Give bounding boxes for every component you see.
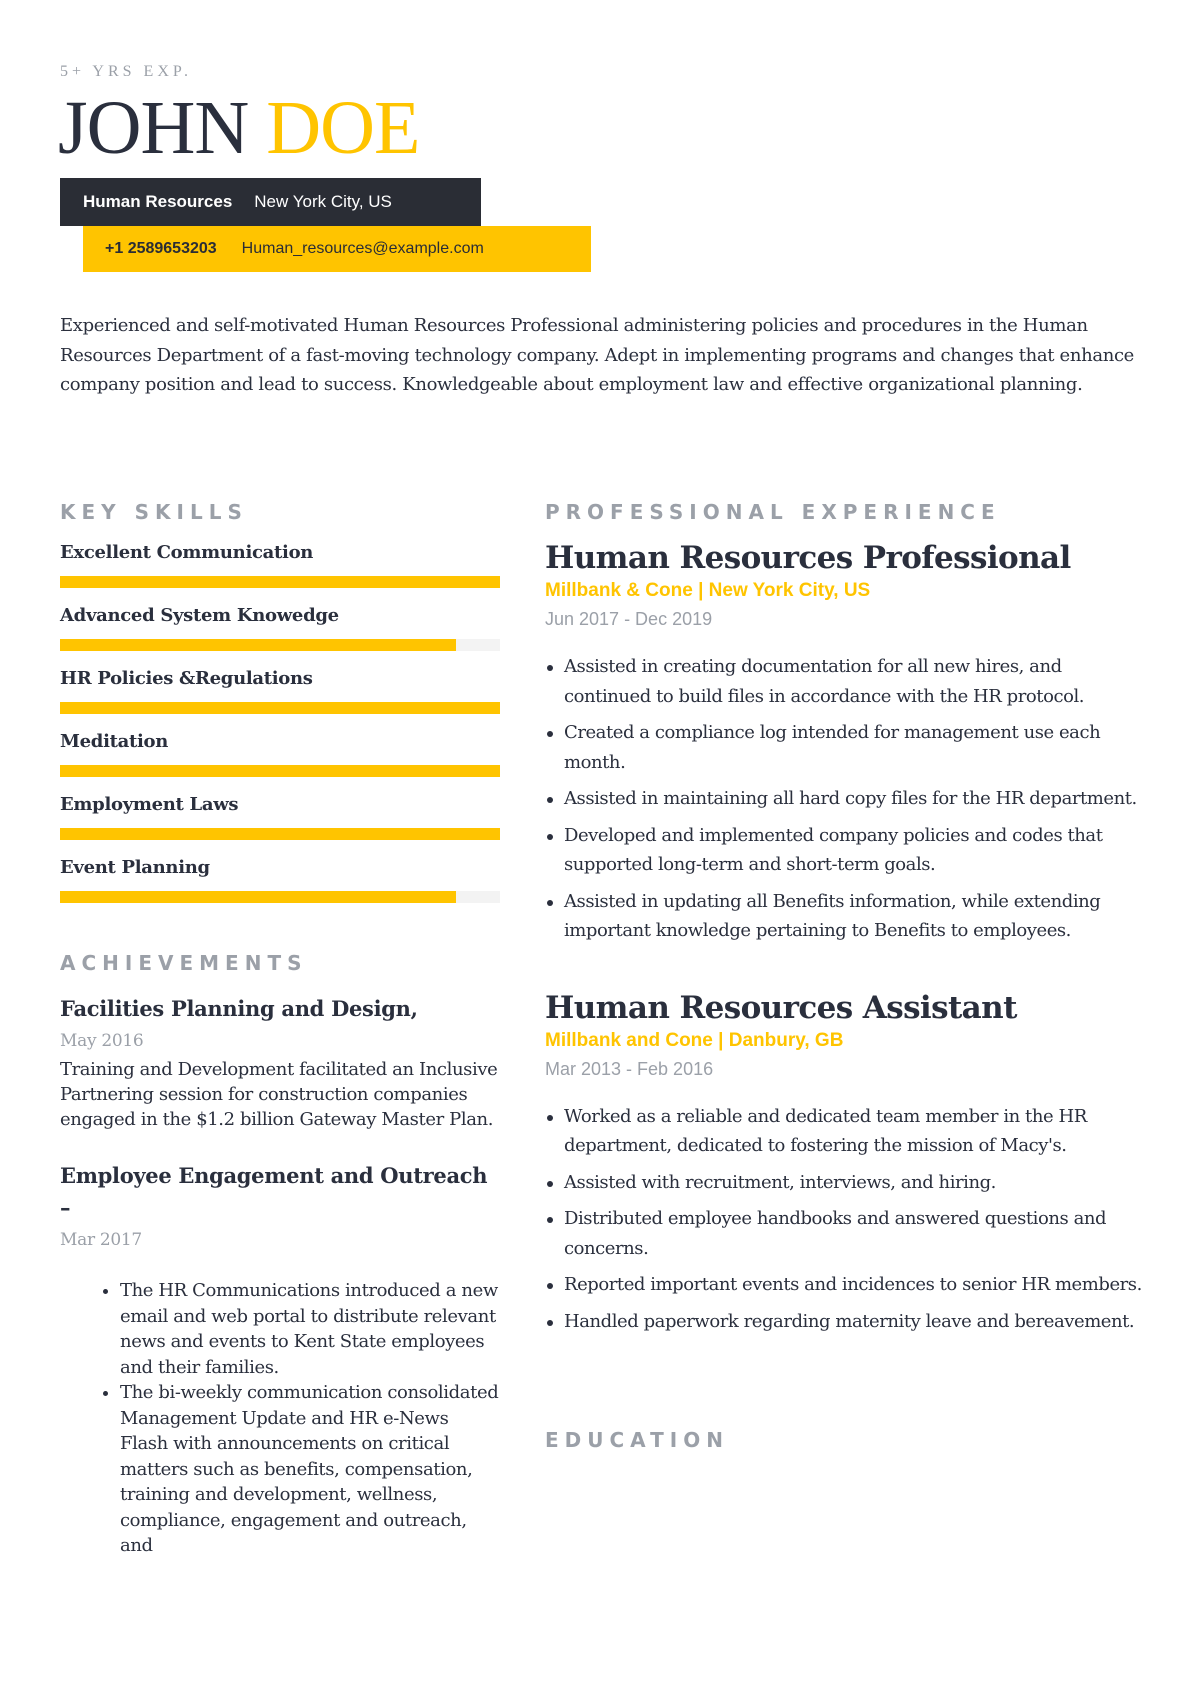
job-bullet bbox=[545, 1204, 1145, 1263]
skill-level-track bbox=[60, 891, 500, 903]
achievement-title: Facilities Planning and Design, bbox=[60, 996, 418, 1021]
achievements-heading: ACHIEVEMENTS bbox=[60, 951, 308, 975]
skill-item bbox=[60, 538, 500, 588]
skill-label: Excellent Communication bbox=[60, 542, 314, 563]
achievement-bullets bbox=[60, 1278, 500, 1559]
bullet-text: Assisted in creating documentation for all new hires, and continued to build files in accordance with the HR protocol. bbox=[564, 656, 1085, 707]
bullet-text: Reported important events and incidences to senior HR members. bbox=[564, 1274, 1142, 1295]
job-bullets bbox=[545, 652, 1145, 946]
job-bullet bbox=[545, 718, 1145, 777]
skill-label: Advanced System Knowedge bbox=[60, 605, 339, 626]
skill-level-fill bbox=[60, 891, 456, 903]
skill-level-fill bbox=[60, 765, 500, 777]
skill-level-fill bbox=[60, 639, 456, 651]
bullet-icon bbox=[547, 797, 553, 803]
job-dates: Mar 2013 - Feb 2016 bbox=[545, 1058, 714, 1079]
achievement-bullet: • The bi-weekly communication consolidated Management Update and HR e-News Flash with announcements on critical matters such as benefits, compensation, training and development, wellness, compliance, engagement and outreach, and bbox=[120, 1380, 500, 1559]
achievement-title: Employee Engagement and Outreach – bbox=[60, 1163, 488, 1220]
email-link[interactable]: Human_resources@example.com bbox=[241, 240, 484, 257]
skill-item bbox=[60, 790, 500, 840]
bullet-icon bbox=[547, 1181, 553, 1187]
job-title: Human Resources Professional bbox=[545, 540, 1071, 576]
job-title: Human Resources Assistant bbox=[545, 989, 1017, 1026]
last-name: DOE bbox=[266, 86, 420, 170]
job-bullet bbox=[545, 887, 1145, 946]
bullet-text: Created a compliance log intended for management use each month. bbox=[564, 722, 1101, 773]
skill-level-track bbox=[60, 639, 500, 651]
job-role: Human Resources bbox=[83, 192, 233, 211]
achievement-bullet: • The HR Communications introduced a new email and web portal to distribute relevant news and events to Kent State employees and their families. bbox=[120, 1278, 500, 1380]
bullet-icon bbox=[547, 731, 553, 737]
achievement-description: Training and Development facilitated an Inclusive Partnering session for construction companies engaged in the $1.2 billion Gateway Master Plan. bbox=[60, 1059, 498, 1130]
role-location-bar bbox=[60, 178, 481, 226]
skill-level-track bbox=[60, 828, 500, 840]
skill-level-fill bbox=[60, 576, 500, 588]
job-entry bbox=[545, 538, 1145, 946]
bullet-icon bbox=[547, 665, 553, 671]
skill-level-track bbox=[60, 576, 500, 588]
bullet-text: Assisted with recruitment, interviews, and hiring. bbox=[564, 1171, 996, 1193]
job-bullet bbox=[545, 1307, 1145, 1337]
education-heading: EDUCATION bbox=[545, 1428, 729, 1452]
bullet-icon bbox=[547, 834, 553, 840]
skills-list bbox=[60, 538, 500, 903]
skill-label: Employment Laws bbox=[60, 794, 239, 815]
job-bullet bbox=[545, 652, 1145, 711]
skill-item bbox=[60, 853, 500, 903]
location: New York City, US bbox=[254, 192, 392, 211]
profile-summary: Experienced and self-motivated Human Resources Professional administering policies and procedures in the Human Resources Department of a fast-moving technology company. Adept in implementing programs and changes that enhance company position and lead to success. Knowledgeable about employment law and effective organizational planning. bbox=[60, 315, 1134, 395]
bullet-icon bbox=[547, 1320, 553, 1326]
bullet-text: Distributed employee handbooks and answered questions and concerns. bbox=[564, 1208, 1107, 1259]
skill-item bbox=[60, 664, 500, 714]
job-bullet bbox=[545, 1168, 1145, 1198]
job-bullet bbox=[545, 784, 1145, 814]
skill-item bbox=[60, 601, 500, 651]
skill-item bbox=[60, 727, 500, 777]
job-entry bbox=[545, 988, 1145, 1337]
skill-level-track bbox=[60, 702, 500, 714]
right-column bbox=[545, 500, 1145, 1452]
job-bullet bbox=[545, 821, 1145, 880]
skill-label: Meditation bbox=[60, 731, 169, 752]
experience-years: 5+ YRS EXP. bbox=[60, 63, 193, 80]
job-company: Millbank and Cone | Danbury, GB bbox=[545, 1029, 844, 1051]
skill-label: HR Policies &Regulations bbox=[60, 668, 313, 689]
bullet-icon bbox=[547, 1217, 553, 1223]
achievement-date: May 2016 bbox=[60, 1031, 144, 1051]
job-bullet bbox=[545, 1102, 1145, 1161]
skill-label: Event Planning bbox=[60, 857, 210, 878]
bullet-icon bbox=[547, 1115, 553, 1121]
candidate-name bbox=[58, 88, 419, 168]
contact-bar bbox=[83, 226, 591, 272]
left-column bbox=[60, 500, 500, 1559]
job-bullets bbox=[545, 1102, 1145, 1337]
bullet-icon bbox=[547, 900, 553, 906]
job-bullet bbox=[545, 1270, 1145, 1300]
experience-heading: PROFESSIONAL EXPERIENCE bbox=[545, 500, 1001, 524]
bullet-text: Assisted in maintaining all hard copy files for the HR department. bbox=[564, 788, 1137, 809]
job-company: Millbank & Cone | New York City, US bbox=[545, 580, 871, 601]
achievement-item bbox=[60, 993, 500, 1132]
achievement-date: Mar 2017 bbox=[60, 1230, 142, 1250]
skill-level-track bbox=[60, 765, 500, 777]
achievement-item bbox=[60, 1160, 500, 1559]
skill-level-fill bbox=[60, 828, 500, 840]
job-dates: Jun 2017 - Dec 2019 bbox=[545, 609, 713, 629]
bullet-text: Developed and implemented company policies and codes that supported long-term and short-term goals. bbox=[564, 824, 1103, 875]
skill-level-fill bbox=[60, 702, 500, 714]
bullet-icon bbox=[547, 1283, 553, 1289]
bullet-text: Handled paperwork regarding maternity leave and bereavement. bbox=[564, 1310, 1135, 1332]
phone-number[interactable]: +1 2589653203 bbox=[105, 240, 217, 257]
key-skills-heading: KEY SKILLS bbox=[60, 500, 248, 524]
first-name: JOHN bbox=[58, 86, 249, 170]
bullet-text: Assisted in updating all Benefits information, while extending important knowledge pertaining to Benefits to employees. bbox=[564, 890, 1101, 941]
bullet-text: Worked as a reliable and dedicated team member in the HR department, dedicated to fostering the mission of Macy's. bbox=[564, 1105, 1087, 1156]
